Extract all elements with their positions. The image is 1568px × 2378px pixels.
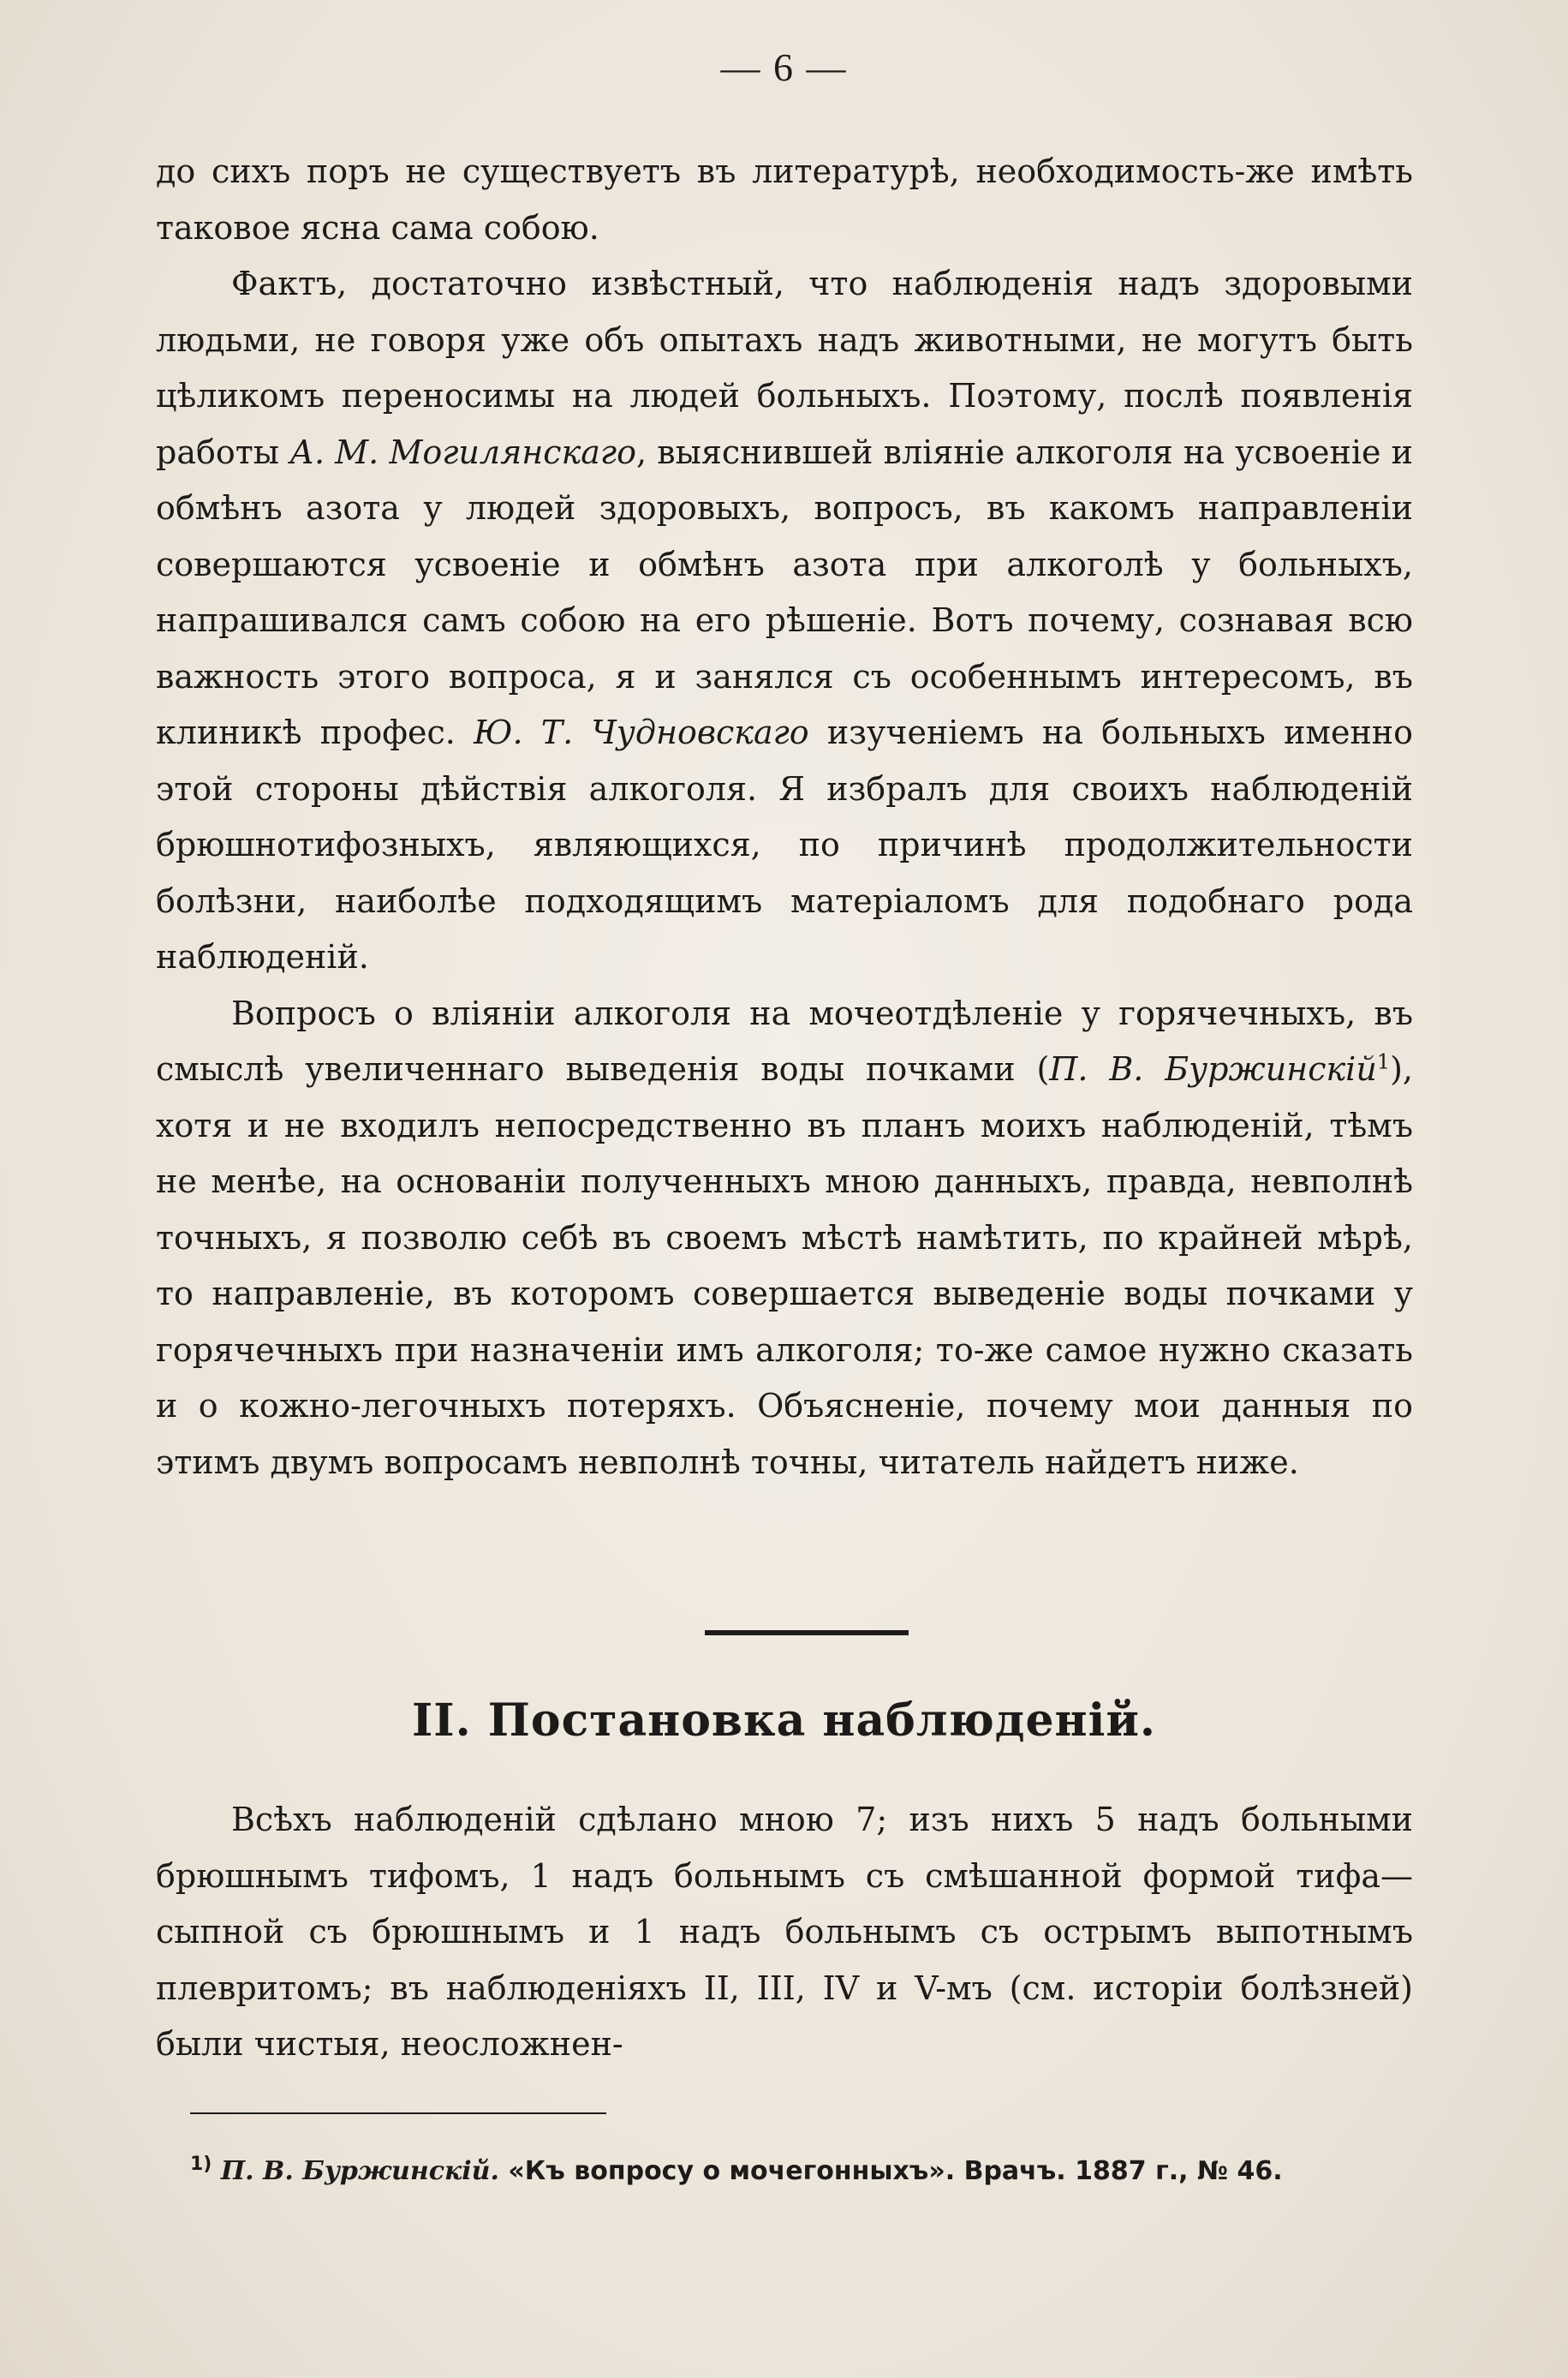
author-name: Ю. Т. Чудновскаго [474, 714, 809, 751]
section-divider [705, 1630, 909, 1635]
section2-text [156, 1792, 1413, 2073]
paragraph-observations: Всѣхъ наблюденій сдѣлано мною 7; изъ нихъ 5 надъ больными брюшнымъ тифомъ, 1 надъ больнымъ съ смѣшанной формой тифа—сыпной съ брюшнымъ и 1 надъ больнымъ съ острымъ выпотнымъ плевритомъ; въ наблюденіяхъ II, III, IV и V-мъ (см. исторіи болѣзней) были чистыя, неосложнен- [156, 1801, 1413, 2063]
footnote-author: П. В. Буржинскій. [220, 2156, 499, 2186]
text-run: Вопросъ о вліяніи алкоголя на мочеотдѣленіе у горячечныхъ, въ смыслѣ увеличеннаго выведенія воды почками ( [156, 994, 1413, 1088]
paragraph-facts [156, 256, 1413, 986]
text-run: изученіемъ на больныхъ именно этой стороны дѣйствія алкоголя. Я избралъ для своихъ наблюденій брюшнотифозныхъ, являющихся, по причинѣ продолжительности болѣзни, наиболѣе подходящимъ матеріаломъ для подобнаго рода наблюденій. [156, 714, 1413, 976]
text-run: Фактъ, достаточно извѣстный, что наблюденія надъ здоровыми людьми, не говоря уже объ опытахъ надъ животными, не могутъ быть цѣликомъ переносимы на людей больныхъ. Поэтому, послѣ появленія работы [156, 265, 1413, 471]
text-run: , выяснившей вліяніе алкоголя на усвоеніе и обмѣнъ азота у людей здоровыхъ, вопросъ, въ какомъ направленіи совершаются усвоеніе и обмѣнъ азота при алкоголѣ у больныхъ, напрашивался самъ собою на его рѣшеніе. Вотъ почему, сознавая всю важность этого вопроса, я и занялся съ особеннымъ интересомъ, въ клиникѣ профес. [156, 433, 1413, 751]
footnote-text: «Къ вопросу о мочегонныхъ». Врачъ. 1887 г., № 46. [498, 2156, 1283, 2186]
section-heading: II. Постановка наблюденій. [411, 1694, 1157, 1747]
paragraph-continued: до сихъ поръ не существуетъ въ литературѣ, необходимость-же имѣть таковое ясна сама собою. [156, 152, 1413, 247]
paragraph-question [156, 986, 1413, 1491]
footnote-divider [190, 2112, 606, 2114]
author-name: П. В. Буржинскій [1049, 1050, 1377, 1088]
footnote-reference: 1 [1376, 1049, 1391, 1074]
text-run: ), хотя и не входилъ непосредственно въ планъ моихъ наблюденій, тѣмъ не менѣе, на основаніи полученныхъ мною данныхъ, правда, невполнѣ точныхъ, я позволю себѣ въ своемъ мѣстѣ намѣтить, по крайней мѣрѣ, то направленіе, въ которомъ совершается выведеніе воды почками у горячечныхъ при назначеніи имъ алкоголя; то-же самое нужно сказать и о кожно-легочныхъ потеряхъ. Объясненіе, почему мои данныя по этимъ двумъ вопросамъ невполнѣ точны, читатель найдетъ ниже. [156, 1050, 1413, 1481]
footnote [190, 2148, 1427, 2196]
page-number: — 6 — [720, 45, 848, 89]
footnote-mark: 1) [190, 2154, 212, 2175]
author-name: А. М. Могилянскаго [289, 433, 637, 471]
section1-text [156, 144, 1413, 1491]
